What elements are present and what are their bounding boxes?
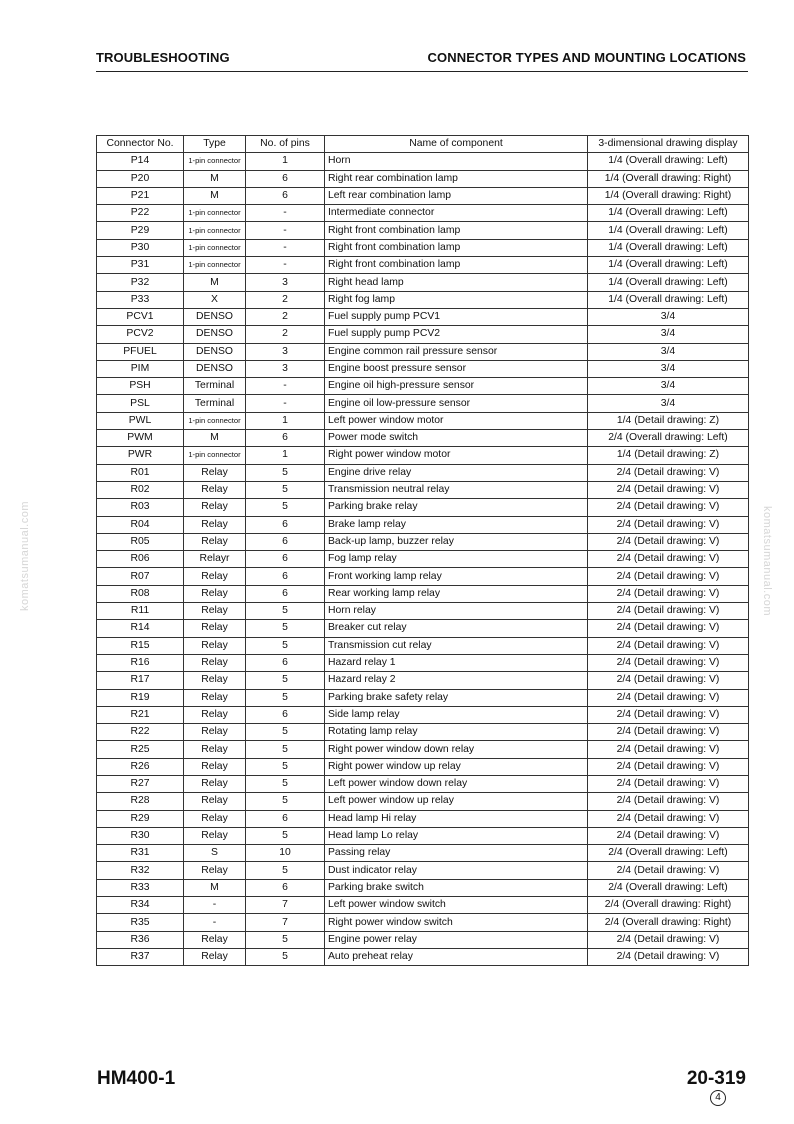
cell-pins: -	[246, 395, 325, 412]
cell-pins: 5	[246, 775, 325, 792]
cell-drawing-display: 1/4 (Overall drawing: Left)	[588, 274, 749, 291]
cell-pins: 6	[246, 533, 325, 550]
cell-pins: 7	[246, 897, 325, 914]
cell-pins: 2	[246, 291, 325, 308]
cell-type: Relay	[184, 689, 246, 706]
cell-type: Relay	[184, 672, 246, 689]
cell-pins: 5	[246, 689, 325, 706]
table-row	[97, 775, 749, 792]
cell-drawing-display: 2/4 (Detail drawing: V)	[588, 568, 749, 585]
cell-drawing-display: 2/4 (Detail drawing: V)	[588, 724, 749, 741]
cell-drawing-display: 1/4 (Overall drawing: Right)	[588, 170, 749, 187]
cell-drawing-display: 2/4 (Detail drawing: V)	[588, 931, 749, 948]
cell-connector-no: R05	[97, 533, 184, 550]
cell-connector-no: R03	[97, 499, 184, 516]
table-row	[97, 637, 749, 654]
table-row	[97, 170, 749, 187]
cell-connector-no: P21	[97, 187, 184, 204]
cell-component-name: Left power window switch	[325, 897, 588, 914]
cell-connector-no: PFUEL	[97, 343, 184, 360]
cell-pins: 1	[246, 153, 325, 170]
cell-component-name: Parking brake safety relay	[325, 689, 588, 706]
cell-component-name: Rotating lamp relay	[325, 724, 588, 741]
cell-connector-no: R28	[97, 793, 184, 810]
cell-drawing-display: 2/4 (Detail drawing: V)	[588, 654, 749, 671]
table-row	[97, 741, 749, 758]
cell-connector-no: P29	[97, 222, 184, 239]
cell-component-name: Engine power relay	[325, 931, 588, 948]
cell-pins: 5	[246, 758, 325, 775]
cell-pins: 6	[246, 170, 325, 187]
cell-type: Relay	[184, 585, 246, 602]
cell-drawing-display: 2/4 (Detail drawing: V)	[588, 775, 749, 792]
cell-type: DENSO	[184, 343, 246, 360]
table-row	[97, 706, 749, 723]
cell-pins: -	[246, 257, 325, 274]
table-row	[97, 810, 749, 827]
cell-component-name: Right head lamp	[325, 274, 588, 291]
cell-pins: 6	[246, 187, 325, 204]
cell-type: Terminal	[184, 378, 246, 395]
cell-connector-no: R04	[97, 516, 184, 533]
cell-type: -	[184, 914, 246, 931]
cell-component-name: Hazard relay 1	[325, 654, 588, 671]
cell-pins: 2	[246, 326, 325, 343]
table-row	[97, 672, 749, 689]
cell-component-name: Dust indicator relay	[325, 862, 588, 879]
cell-connector-no: R27	[97, 775, 184, 792]
cell-drawing-display: 2/4 (Detail drawing: V)	[588, 516, 749, 533]
cell-type: Relay	[184, 948, 246, 965]
table-row	[97, 879, 749, 896]
watermark-left: komatsumanual.com	[19, 501, 31, 611]
cell-type: Relay	[184, 793, 246, 810]
cell-type: 1-pin connector	[184, 239, 246, 256]
cell-component-name: Transmission neutral relay	[325, 481, 588, 498]
cell-connector-no: P32	[97, 274, 184, 291]
cell-connector-no: R25	[97, 741, 184, 758]
cell-connector-no: PWL	[97, 412, 184, 429]
cell-pins: 5	[246, 603, 325, 620]
cell-component-name: Fuel supply pump PCV2	[325, 326, 588, 343]
cell-drawing-display: 1/4 (Detail drawing: Z)	[588, 447, 749, 464]
table-row	[97, 412, 749, 429]
cell-component-name: Parking brake switch	[325, 879, 588, 896]
table-row	[97, 395, 749, 412]
cell-connector-no: R08	[97, 585, 184, 602]
cell-component-name: Engine oil high-pressure sensor	[325, 378, 588, 395]
cell-type: Relay	[184, 827, 246, 844]
cell-drawing-display: 2/4 (Detail drawing: V)	[588, 551, 749, 568]
table-row	[97, 845, 749, 862]
cell-type: Relay	[184, 810, 246, 827]
cell-type: Terminal	[184, 395, 246, 412]
cell-type: Relay	[184, 516, 246, 533]
cell-component-name: Rear working lamp relay	[325, 585, 588, 602]
cell-component-name: Engine drive relay	[325, 464, 588, 481]
cell-drawing-display: 2/4 (Detail drawing: V)	[588, 603, 749, 620]
table-row	[97, 222, 749, 239]
table-row	[97, 620, 749, 637]
footer-page-number: 20-319	[686, 1068, 746, 1089]
cell-type: M	[184, 170, 246, 187]
cell-component-name: Right rear combination lamp	[325, 170, 588, 187]
cell-component-name: Intermediate connector	[325, 205, 588, 222]
cell-connector-no: R37	[97, 948, 184, 965]
cell-type: Relay	[184, 620, 246, 637]
table-row	[97, 931, 749, 948]
cell-component-name: Hazard relay 2	[325, 672, 588, 689]
cell-component-name: Head lamp Hi relay	[325, 810, 588, 827]
cell-pins: 6	[246, 706, 325, 723]
cell-drawing-display: 1/4 (Overall drawing: Right)	[588, 187, 749, 204]
cell-drawing-display: 1/4 (Overall drawing: Left)	[588, 291, 749, 308]
cell-connector-no: R02	[97, 481, 184, 498]
cell-connector-no: R19	[97, 689, 184, 706]
column-header-component: Name of component	[325, 136, 588, 153]
cell-pins: 6	[246, 430, 325, 447]
cell-connector-no: R01	[97, 464, 184, 481]
cell-component-name: Right fog lamp	[325, 291, 588, 308]
table-row	[97, 724, 749, 741]
cell-component-name: Side lamp relay	[325, 706, 588, 723]
cell-drawing-display: 2/4 (Detail drawing: V)	[588, 533, 749, 550]
cell-drawing-display: 2/4 (Detail drawing: V)	[588, 585, 749, 602]
table-row	[97, 153, 749, 170]
table-row	[97, 516, 749, 533]
cell-connector-no: P14	[97, 153, 184, 170]
cell-connector-no: PCV2	[97, 326, 184, 343]
cell-type: 1-pin connector	[184, 222, 246, 239]
watermark-right: komatsumanual.com	[761, 506, 773, 616]
table-row	[97, 793, 749, 810]
table-row	[97, 430, 749, 447]
cell-pins: 3	[246, 343, 325, 360]
table-row	[97, 827, 749, 844]
cell-connector-no: R07	[97, 568, 184, 585]
cell-component-name: Front working lamp relay	[325, 568, 588, 585]
cell-pins: 3	[246, 274, 325, 291]
cell-pins: 5	[246, 464, 325, 481]
cell-type: Relay	[184, 741, 246, 758]
cell-drawing-display: 2/4 (Detail drawing: V)	[588, 810, 749, 827]
table-row	[97, 205, 749, 222]
cell-component-name: Right power window motor	[325, 447, 588, 464]
cell-pins: -	[246, 205, 325, 222]
table-row	[97, 187, 749, 204]
cell-drawing-display: 2/4 (Detail drawing: V)	[588, 793, 749, 810]
table-row	[97, 551, 749, 568]
cell-component-name: Left power window motor	[325, 412, 588, 429]
cell-component-name: Right front combination lamp	[325, 222, 588, 239]
cell-component-name: Right front combination lamp	[325, 257, 588, 274]
cell-drawing-display: 2/4 (Detail drawing: V)	[588, 620, 749, 637]
table-row	[97, 533, 749, 550]
table-row	[97, 257, 749, 274]
table-row	[97, 343, 749, 360]
cell-pins: 5	[246, 827, 325, 844]
cell-component-name: Engine common rail pressure sensor	[325, 343, 588, 360]
table-header-row	[97, 136, 749, 153]
cell-drawing-display: 3/4	[588, 395, 749, 412]
cell-drawing-display: 2/4 (Detail drawing: V)	[588, 948, 749, 965]
cell-connector-no: R15	[97, 637, 184, 654]
cell-type: Relay	[184, 758, 246, 775]
cell-component-name: Fog lamp relay	[325, 551, 588, 568]
table-row	[97, 360, 749, 377]
cell-drawing-display: 3/4	[588, 308, 749, 325]
cell-type: Relay	[184, 706, 246, 723]
connector-table	[96, 135, 749, 966]
cell-drawing-display: 2/4 (Overall drawing: Right)	[588, 914, 749, 931]
cell-connector-no: R17	[97, 672, 184, 689]
cell-type: DENSO	[184, 326, 246, 343]
cell-drawing-display: 2/4 (Overall drawing: Left)	[588, 430, 749, 447]
cell-pins: 5	[246, 724, 325, 741]
cell-component-name: Breaker cut relay	[325, 620, 588, 637]
cell-connector-no: R26	[97, 758, 184, 775]
cell-connector-no: R35	[97, 914, 184, 931]
cell-drawing-display: 1/4 (Overall drawing: Left)	[588, 222, 749, 239]
cell-connector-no: P22	[97, 205, 184, 222]
cell-type: M	[184, 430, 246, 447]
cell-drawing-display: 3/4	[588, 360, 749, 377]
cell-pins: 5	[246, 637, 325, 654]
cell-connector-no: R11	[97, 603, 184, 620]
cell-connector-no: R29	[97, 810, 184, 827]
cell-component-name: Head lamp Lo relay	[325, 827, 588, 844]
table-row	[97, 568, 749, 585]
column-header-connector-no: Connector No.	[97, 136, 184, 153]
cell-drawing-display: 2/4 (Overall drawing: Left)	[588, 879, 749, 896]
cell-type: Relay	[184, 481, 246, 498]
table-row	[97, 948, 749, 965]
cell-type: X	[184, 291, 246, 308]
table-row	[97, 603, 749, 620]
cell-component-name: Auto preheat relay	[325, 948, 588, 965]
cell-pins: 6	[246, 516, 325, 533]
cell-type: Relay	[184, 533, 246, 550]
cell-drawing-display: 2/4 (Detail drawing: V)	[588, 758, 749, 775]
cell-pins: 6	[246, 568, 325, 585]
table-row	[97, 758, 749, 775]
cell-type: -	[184, 897, 246, 914]
cell-connector-no: PIM	[97, 360, 184, 377]
cell-connector-no: P31	[97, 257, 184, 274]
cell-pins: 5	[246, 741, 325, 758]
table-row	[97, 862, 749, 879]
cell-drawing-display: 3/4	[588, 378, 749, 395]
cell-connector-no: P20	[97, 170, 184, 187]
cell-component-name: Back-up lamp, buzzer relay	[325, 533, 588, 550]
cell-connector-no: R06	[97, 551, 184, 568]
cell-type: 1-pin connector	[184, 412, 246, 429]
column-header-type: Type	[184, 136, 246, 153]
cell-drawing-display: 2/4 (Detail drawing: V)	[588, 741, 749, 758]
cell-component-name: Horn relay	[325, 603, 588, 620]
cell-type: Relay	[184, 568, 246, 585]
cell-drawing-display: 3/4	[588, 326, 749, 343]
cell-component-name: Parking brake relay	[325, 499, 588, 516]
cell-pins: 6	[246, 551, 325, 568]
table-row	[97, 897, 749, 914]
cell-pins: 1	[246, 412, 325, 429]
footer-model: HM400-1	[97, 1068, 176, 1089]
cell-drawing-display: 1/4 (Detail drawing: Z)	[588, 412, 749, 429]
cell-component-name: Fuel supply pump PCV1	[325, 308, 588, 325]
cell-type: Relayr	[184, 551, 246, 568]
cell-connector-no: PCV1	[97, 308, 184, 325]
cell-pins: 5	[246, 793, 325, 810]
cell-drawing-display: 2/4 (Detail drawing: V)	[588, 499, 749, 516]
table-row	[97, 499, 749, 516]
cell-type: M	[184, 274, 246, 291]
column-header-pins: No. of pins	[246, 136, 325, 153]
cell-type: Relay	[184, 603, 246, 620]
cell-pins: 5	[246, 931, 325, 948]
cell-component-name: Passing relay	[325, 845, 588, 862]
cell-pins: 5	[246, 862, 325, 879]
cell-connector-no: R33	[97, 879, 184, 896]
cell-connector-no: R22	[97, 724, 184, 741]
cell-component-name: Left rear combination lamp	[325, 187, 588, 204]
cell-drawing-display: 2/4 (Detail drawing: V)	[588, 706, 749, 723]
cell-pins: 5	[246, 948, 325, 965]
cell-component-name: Transmission cut relay	[325, 637, 588, 654]
cell-drawing-display: 2/4 (Detail drawing: V)	[588, 827, 749, 844]
table-row	[97, 464, 749, 481]
cell-component-name: Power mode switch	[325, 430, 588, 447]
table-row	[97, 274, 749, 291]
cell-connector-no: R16	[97, 654, 184, 671]
table-body	[97, 153, 749, 966]
cell-connector-no: R30	[97, 827, 184, 844]
cell-pins: 5	[246, 672, 325, 689]
cell-drawing-display: 1/4 (Overall drawing: Left)	[588, 239, 749, 256]
cell-type: Relay	[184, 724, 246, 741]
cell-pins: 5	[246, 620, 325, 637]
table-row	[97, 326, 749, 343]
cell-drawing-display: 2/4 (Overall drawing: Left)	[588, 845, 749, 862]
cell-component-name: Right front combination lamp	[325, 239, 588, 256]
header-rule	[96, 71, 748, 72]
table-row	[97, 914, 749, 931]
cell-pins: -	[246, 222, 325, 239]
cell-connector-no: R31	[97, 845, 184, 862]
cell-type: M	[184, 879, 246, 896]
cell-drawing-display: 2/4 (Detail drawing: V)	[588, 464, 749, 481]
cell-type: Relay	[184, 862, 246, 879]
cell-component-name: Left power window down relay	[325, 775, 588, 792]
cell-pins: 1	[246, 447, 325, 464]
cell-pins: 6	[246, 654, 325, 671]
cell-type: DENSO	[184, 360, 246, 377]
cell-pins: 5	[246, 481, 325, 498]
cell-component-name: Engine boost pressure sensor	[325, 360, 588, 377]
cell-drawing-display: 2/4 (Detail drawing: V)	[588, 672, 749, 689]
cell-type: 1-pin connector	[184, 447, 246, 464]
cell-pins: 5	[246, 499, 325, 516]
cell-connector-no: R34	[97, 897, 184, 914]
cell-connector-no: PWR	[97, 447, 184, 464]
cell-drawing-display: 2/4 (Detail drawing: V)	[588, 637, 749, 654]
cell-connector-no: PSL	[97, 395, 184, 412]
table-row	[97, 308, 749, 325]
table-row	[97, 689, 749, 706]
cell-type: Relay	[184, 464, 246, 481]
cell-type: Relay	[184, 499, 246, 516]
cell-drawing-display: 1/4 (Overall drawing: Left)	[588, 257, 749, 274]
cell-connector-no: R36	[97, 931, 184, 948]
table-row	[97, 239, 749, 256]
cell-connector-no: R21	[97, 706, 184, 723]
cell-type: M	[184, 187, 246, 204]
cell-pins: 6	[246, 879, 325, 896]
cell-pins: -	[246, 239, 325, 256]
cell-type: S	[184, 845, 246, 862]
table-row	[97, 585, 749, 602]
cell-component-name: Engine oil low-pressure sensor	[325, 395, 588, 412]
cell-pins: 10	[246, 845, 325, 862]
cell-connector-no: R32	[97, 862, 184, 879]
cell-drawing-display: 3/4	[588, 343, 749, 360]
cell-type: 1-pin connector	[184, 205, 246, 222]
cell-component-name: Horn	[325, 153, 588, 170]
header-section-title: TROUBLESHOOTING	[96, 50, 230, 65]
cell-drawing-display: 2/4 (Detail drawing: V)	[588, 689, 749, 706]
cell-drawing-display: 2/4 (Detail drawing: V)	[588, 862, 749, 879]
cell-type: DENSO	[184, 308, 246, 325]
header-page-topic: CONNECTOR TYPES AND MOUNTING LOCATIONS	[427, 50, 746, 65]
table-row	[97, 447, 749, 464]
cell-connector-no: R14	[97, 620, 184, 637]
table-row	[97, 378, 749, 395]
cell-connector-no: P30	[97, 239, 184, 256]
cell-pins: -	[246, 378, 325, 395]
cell-type: 1-pin connector	[184, 257, 246, 274]
cell-pins: 2	[246, 308, 325, 325]
table-row	[97, 291, 749, 308]
cell-type: Relay	[184, 931, 246, 948]
cell-connector-no: P33	[97, 291, 184, 308]
column-header-drawing: 3-dimensional drawing display	[588, 136, 749, 153]
table-row	[97, 481, 749, 498]
cell-type: Relay	[184, 775, 246, 792]
cell-drawing-display: 2/4 (Overall drawing: Right)	[588, 897, 749, 914]
cell-component-name: Right power window down relay	[325, 741, 588, 758]
cell-component-name: Right power window up relay	[325, 758, 588, 775]
cell-component-name: Left power window up relay	[325, 793, 588, 810]
cell-type: Relay	[184, 654, 246, 671]
cell-pins: 6	[246, 810, 325, 827]
cell-drawing-display: 1/4 (Overall drawing: Left)	[588, 205, 749, 222]
cell-connector-no: PWM	[97, 430, 184, 447]
cell-pins: 6	[246, 585, 325, 602]
cell-drawing-display: 1/4 (Overall drawing: Left)	[588, 153, 749, 170]
cell-type: Relay	[184, 637, 246, 654]
cell-type: 1-pin connector	[184, 153, 246, 170]
cell-component-name: Brake lamp relay	[325, 516, 588, 533]
cell-component-name: Right power window switch	[325, 914, 588, 931]
revision-mark: 4	[710, 1090, 726, 1106]
cell-connector-no: PSH	[97, 378, 184, 395]
cell-drawing-display: 2/4 (Detail drawing: V)	[588, 481, 749, 498]
cell-pins: 7	[246, 914, 325, 931]
table-row	[97, 654, 749, 671]
cell-pins: 3	[246, 360, 325, 377]
